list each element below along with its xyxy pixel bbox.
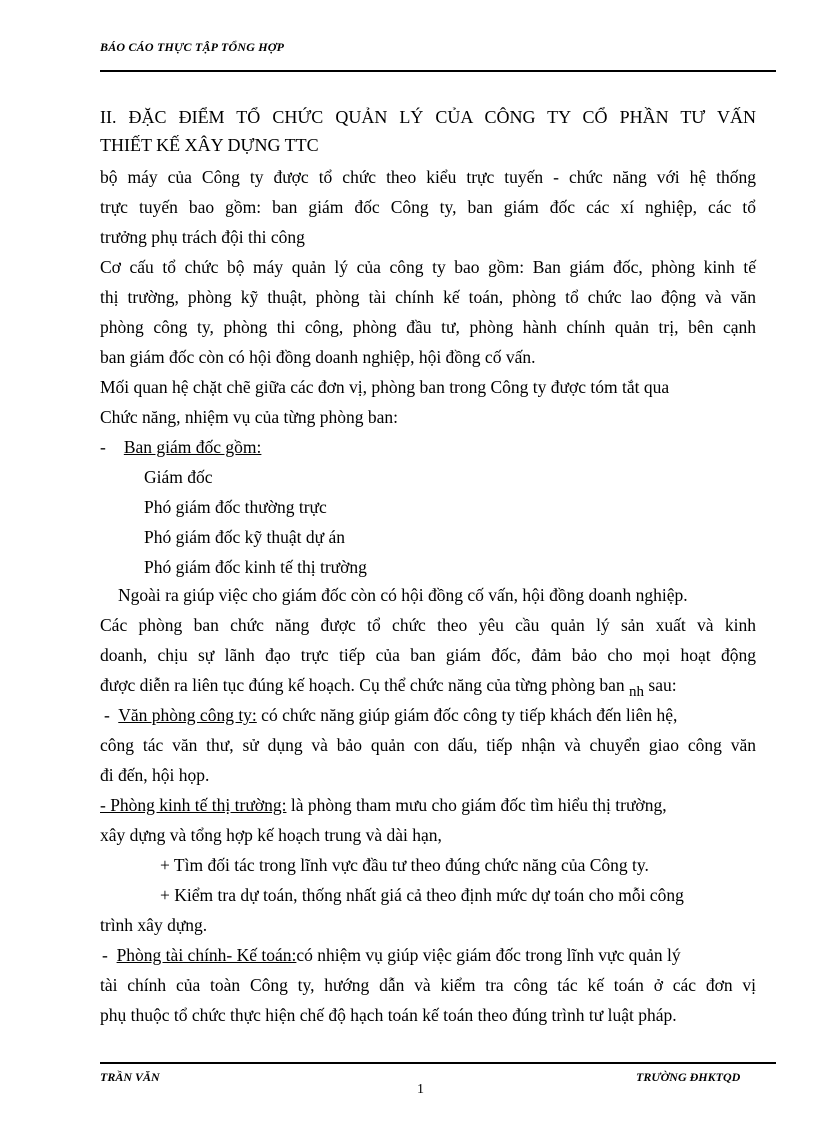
paragraph-line: phụ thuộc tổ chức thực hiện chế độ hạch toán kế toán theo đúng trình tư luật pháp. bbox=[100, 1005, 677, 1025]
vp-label: Văn phòng công ty: bbox=[118, 705, 257, 725]
paragraph-line: Chức năng, nhiệm vụ của từng phòng ban: bbox=[100, 407, 398, 427]
paragraph-line: Các phòng ban chức năng được tổ chức theo yêu cầu quản lý sản xuất và kinh bbox=[100, 615, 756, 635]
paragraph-line bbox=[100, 670, 756, 700]
page-number: 1 bbox=[417, 1082, 424, 1097]
header-title: BÁO CÁO THỰC TẬP TỔNG HỢP bbox=[100, 40, 285, 54]
paragraph-line: trực tuyến bao gồm: ban giám đốc Công ty, ban giám đốc các xí nghiệp, các tổ bbox=[100, 197, 756, 217]
bgd-member: Giám đốc bbox=[144, 467, 213, 487]
tc-label: Phòng tài chính- Kế toán: bbox=[116, 945, 297, 965]
tc-line bbox=[102, 940, 756, 970]
bgd-member: Phó giám đốc kinh tế thị trường bbox=[144, 557, 367, 577]
pk-line bbox=[100, 790, 756, 820]
paragraph-line: trình xây dựng. bbox=[100, 915, 208, 935]
paragraph-line: tài chính của toàn Công ty, hướng dẫn và kiểm tra công tác kế toán ở các đơn vị bbox=[100, 975, 756, 995]
paragraph-line: ban giám đốc còn có hội đồng doanh nghiệp, hội đồng cố vấn. bbox=[100, 347, 536, 367]
list-dash: - bbox=[102, 945, 108, 965]
section-heading-line-2: THIẾT KẾ XÂY DỰNG TTC bbox=[100, 135, 319, 155]
bgd-label: Ban giám đốc gồm: bbox=[123, 437, 262, 457]
pk-text: là phòng tham mưu cho giám đốc tìm hiểu thị trường, bbox=[290, 795, 667, 815]
paragraph-line: công tác văn thư, sử dụng và bảo quản con dấu, tiếp nhận và chuyển giao công văn bbox=[100, 735, 756, 755]
tc-text: có nhiệm vụ giúp việc giám đốc trong lĩnh vực quản lý bbox=[296, 945, 681, 965]
vp-line bbox=[104, 700, 756, 730]
paragraph-fragment: nh bbox=[629, 684, 645, 700]
bgd-list-heading bbox=[100, 432, 756, 462]
pk-item: + Tìm đối tác trong lĩnh vực đầu tư theo đúng chức năng của Công ty. bbox=[160, 855, 649, 875]
section-heading-line-1: II. ĐẶC ĐIỂM TỔ CHỨC QUẢN LÝ CỦA CÔNG TY CỔ PHẦN TƯ VẤN bbox=[100, 107, 756, 127]
list-dash: - bbox=[104, 705, 110, 725]
footer-left: TRẦN VĂN bbox=[100, 1070, 160, 1084]
pk-item: + Kiểm tra dự toán, thống nhất giá cả theo định mức dự toán cho mỗi công bbox=[160, 885, 684, 905]
paragraph-line: trưởng phụ trách đội thi công bbox=[100, 227, 305, 247]
paragraph-line: xây dựng và tổng hợp kế hoạch trung và dài hạn, bbox=[100, 825, 442, 845]
paragraph-line: doanh, chịu sự lãnh đạo trực tiếp của ban giám đốc, đảm bảo cho mọi hoạt động bbox=[100, 645, 756, 665]
paragraph-text: sau: bbox=[648, 675, 677, 695]
paragraph-line: phòng công ty, phòng thi công, phòng đầu tư, phòng hành chính quản trị, bên cạnh bbox=[100, 317, 756, 337]
list-dash: - bbox=[100, 437, 106, 457]
vp-text: có chức năng giúp giám đốc công ty tiếp khách đến liên hệ, bbox=[261, 705, 678, 725]
paragraph-line: Mối quan hệ chặt chẽ giữa các đơn vị, phòng ban trong Công ty được tóm tắt qua bbox=[100, 377, 670, 397]
bgd-member: Phó giám đốc thường trực bbox=[144, 497, 327, 517]
pk-label: - Phòng kinh tế thị trường: bbox=[100, 795, 287, 815]
footer-rule bbox=[100, 1062, 776, 1064]
paragraph-line: bộ máy của Công ty được tổ chức theo kiểu trực tuyến - chức năng với hệ thống bbox=[100, 167, 756, 187]
paragraph-line: Cơ cấu tổ chức bộ máy quản lý của công ty bao gồm: Ban giám đốc, phòng kinh tế bbox=[100, 257, 756, 277]
paragraph-line: đi đến, hội họp. bbox=[100, 765, 210, 785]
bgd-member: Phó giám đốc kỹ thuật dự án bbox=[144, 527, 345, 547]
paragraph-text: được diễn ra liên tục đúng kế hoạch. Cụ thể chức năng của từng phòng ban bbox=[100, 675, 625, 695]
paragraph-line: Ngoài ra giúp việc cho giám đốc còn có hội đồng cố vấn, hội đồng doanh nghiệp. bbox=[118, 585, 688, 605]
footer-right: TRƯỜNG ĐHKTQD bbox=[636, 1070, 741, 1084]
paragraph-line: thị trường, phòng kỹ thuật, phòng tài chính kế toán, phòng tổ chức lao động và văn bbox=[100, 287, 756, 307]
header-rule bbox=[100, 70, 776, 72]
